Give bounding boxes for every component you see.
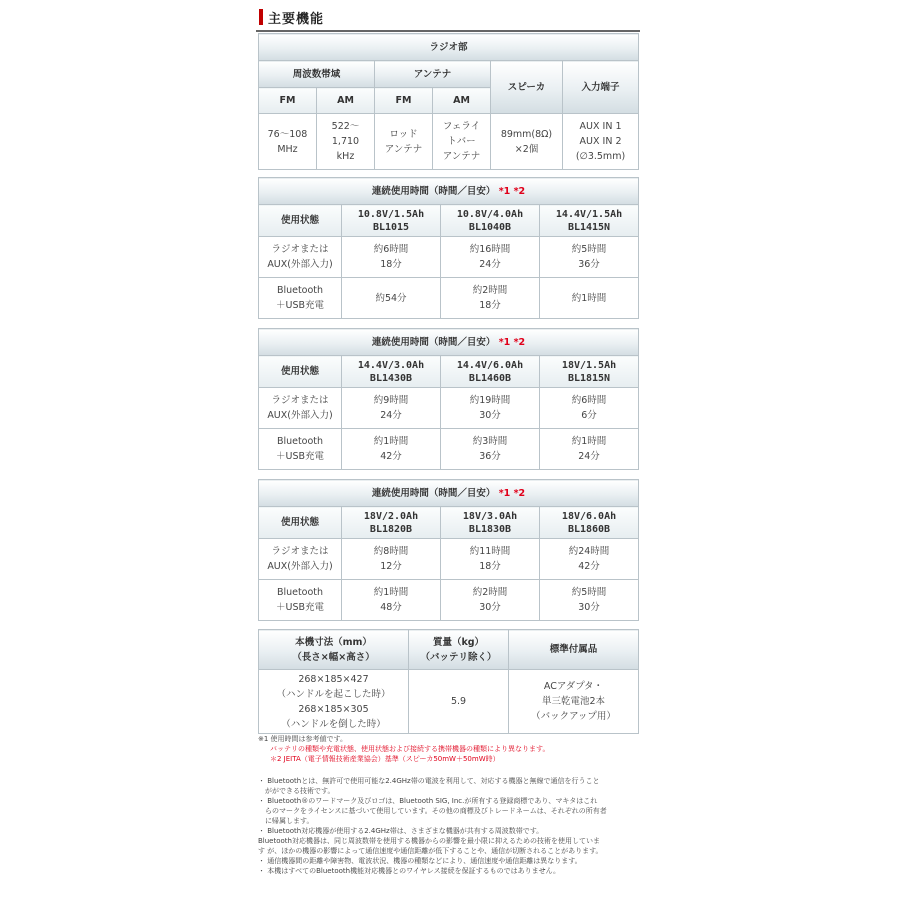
antenna-header: アンテナ — [375, 61, 491, 88]
freq-am-value: 522～ 1,710 kHz — [317, 114, 375, 170]
am-header: AM — [317, 88, 375, 114]
bt-note-line: ・ 通信機器間の距離や障害物、電波状況、機器の種類などにより、通信速度や通信距離は異なります。 — [258, 857, 582, 865]
runtime-value: 約9時間 24分 — [342, 388, 441, 429]
runtime-value: 約6時間 18分 — [342, 237, 441, 278]
runtime-table — [258, 479, 639, 621]
bt-note-line: Bluetooth対応機器は、同じ周波数帯を使用する機器からの影響を最小限に抑えるための技術を使用していま — [258, 837, 600, 845]
dimensions-table — [258, 629, 639, 734]
bt-note-line: ・ Bluetooth対応機器が使用する2.4GHz帯は、さまざまな機器が共有する周波数帯です。 — [258, 827, 544, 835]
battery-header: 18V/3.0Ah BL1830B — [441, 507, 540, 539]
accessories-header: 標準付属品 — [509, 630, 639, 670]
bt-note-line: に帰属します。 — [258, 817, 314, 825]
input-value: AUX IN 1 AUX IN 2 (∅3.5mm) — [563, 114, 639, 170]
bt-note-line: ・ 本機はすべてのBluetooth機能対応機器とのワイヤレス接続を保証するものではありません。 — [258, 867, 560, 875]
antenna-am-value: フェライ トバー アンテナ — [433, 114, 491, 170]
freq-fm-value: 76～108 MHz — [259, 114, 317, 170]
radio-title: ラジオ部 — [259, 34, 639, 61]
bluetooth-notes — [258, 776, 638, 876]
footnote-2: ＊2 JEITA（電子情報技術産業協会）基準（スピーカ50mW＋50mW時） — [270, 755, 500, 763]
bt-note-line: ・ Bluetooth®のワードマーク及びロゴは、Bluetooth SIG, Inc.が所有する登録商標であり、マキタはこれ — [258, 797, 598, 805]
usage-state-label: Bluetooth ＋USB充電 — [259, 278, 342, 319]
bt-note-line: がができる技術です。 — [258, 787, 335, 795]
spec-page — [256, 0, 640, 734]
accessories-value: ACアダプタ・ 単三乾電池2本 （バックアップ用） — [509, 670, 639, 734]
bt-note-line: す が、ほかの機器の影響によって通信速度や通信距離が低下することや、通信が切断されることがあります。 — [258, 847, 603, 855]
state-header: 使用状態 — [259, 205, 342, 237]
battery-header: 14.4V/3.0Ah BL1430B — [342, 356, 441, 388]
runtime-value: 約2時間 30分 — [441, 580, 540, 621]
runtime-value: 約16時間 24分 — [441, 237, 540, 278]
runtime-value: 約1時間 24分 — [540, 429, 639, 470]
runtime-value: 約1時間 — [540, 278, 639, 319]
runtime-table — [258, 328, 639, 470]
freq-band-header: 周波数帯域 — [259, 61, 375, 88]
usage-state-label: Bluetooth ＋USB充電 — [259, 429, 342, 470]
runtime-value: 約6時間 6分 — [540, 388, 639, 429]
section-rule — [256, 30, 640, 32]
runtime-value: 約1時間 48分 — [342, 580, 441, 621]
runtime-note-marker: *1 *2 — [498, 185, 526, 197]
runtime-value: 約2時間 18分 — [441, 278, 540, 319]
footnote-1a: ※1 使用時間は参考値です。 — [258, 735, 347, 743]
usage-state-label: ラジオまたは AUX(外部入力) — [259, 237, 342, 278]
runtime-note-marker: *1 *2 — [498, 487, 526, 499]
usage-state-label: ラジオまたは AUX(外部入力) — [259, 388, 342, 429]
runtime-value: 約3時間 36分 — [441, 429, 540, 470]
bt-note-line: らのマークをライセンスに基づいて使用しています。その他の商標及びトレードネームは、それぞれの所有者 — [258, 807, 607, 815]
state-header: 使用状態 — [259, 507, 342, 539]
mass-header: 質量（kg） （バッテリ除く） — [409, 630, 509, 670]
section-marker — [259, 9, 263, 25]
dimensions-value: 268×185×427 （ハンドルを起こした時） 268×185×305 （ハンドルを倒した時） — [259, 670, 409, 734]
battery-header: 14.4V/6.0Ah BL1460B — [441, 356, 540, 388]
fm-header: FM — [259, 88, 317, 114]
battery-header: 10.8V/1.5Ah BL1015 — [342, 205, 441, 237]
battery-header: 18V/1.5Ah BL1815N — [540, 356, 639, 388]
battery-header: 14.4V/1.5Ah BL1415N — [540, 205, 639, 237]
section-title: 主要機能 — [268, 11, 325, 27]
bt-note-line: ・ Bluetoothとは、無許可で使用可能な2.4GHz帯の電波を利用して、対応する機器と無線で通信を行うこと — [258, 777, 600, 785]
runtime-value: 約1時間 42分 — [342, 429, 441, 470]
speaker-header: スピーカ — [491, 61, 563, 114]
dimensions-header: 本機寸法（mm） （長さ×幅×高さ） — [259, 630, 409, 670]
ant-am-header: AM — [433, 88, 491, 114]
speaker-value: 89mm(8Ω) ×2個 — [491, 114, 563, 170]
radio-spec-table — [258, 33, 639, 170]
runtime-value: 約5時間 36分 — [540, 237, 639, 278]
battery-header: 18V/2.0Ah BL1820B — [342, 507, 441, 539]
runtime-title: 連続使用時間（時間／目安） *1 *2 — [259, 480, 639, 507]
runtime-title: 連続使用時間（時間／目安） *1 *2 — [259, 329, 639, 356]
ant-fm-header: FM — [375, 88, 433, 114]
battery-header: 18V/6.0Ah BL1860B — [540, 507, 639, 539]
runtime-note-marker: *1 *2 — [498, 336, 526, 348]
runtime-value: 約19時間 30分 — [441, 388, 540, 429]
section-header — [256, 4, 640, 30]
runtime-value: 約5時間 30分 — [540, 580, 639, 621]
runtime-value: 約54分 — [342, 278, 441, 319]
usage-state-label: ラジオまたは AUX(外部入力) — [259, 539, 342, 580]
usage-state-label: Bluetooth ＋USB充電 — [259, 580, 342, 621]
runtime-value: 約11時間 18分 — [441, 539, 540, 580]
mass-value: 5.9 — [409, 670, 509, 734]
battery-header: 10.8V/4.0Ah BL1040B — [441, 205, 540, 237]
state-header: 使用状態 — [259, 356, 342, 388]
runtime-value: 約8時間 12分 — [342, 539, 441, 580]
runtime-value: 約24時間 42分 — [540, 539, 639, 580]
runtime-table — [258, 177, 639, 319]
footnotes — [258, 734, 638, 764]
footnote-1b: バッテリの種類や充電状態、使用状態および接続する携帯機器の種類により異なります。 — [270, 745, 550, 753]
antenna-fm-value: ロッド アンテナ — [375, 114, 433, 170]
input-header: 入力端子 — [563, 61, 639, 114]
runtime-title: 連続使用時間（時間／目安） *1 *2 — [259, 178, 639, 205]
